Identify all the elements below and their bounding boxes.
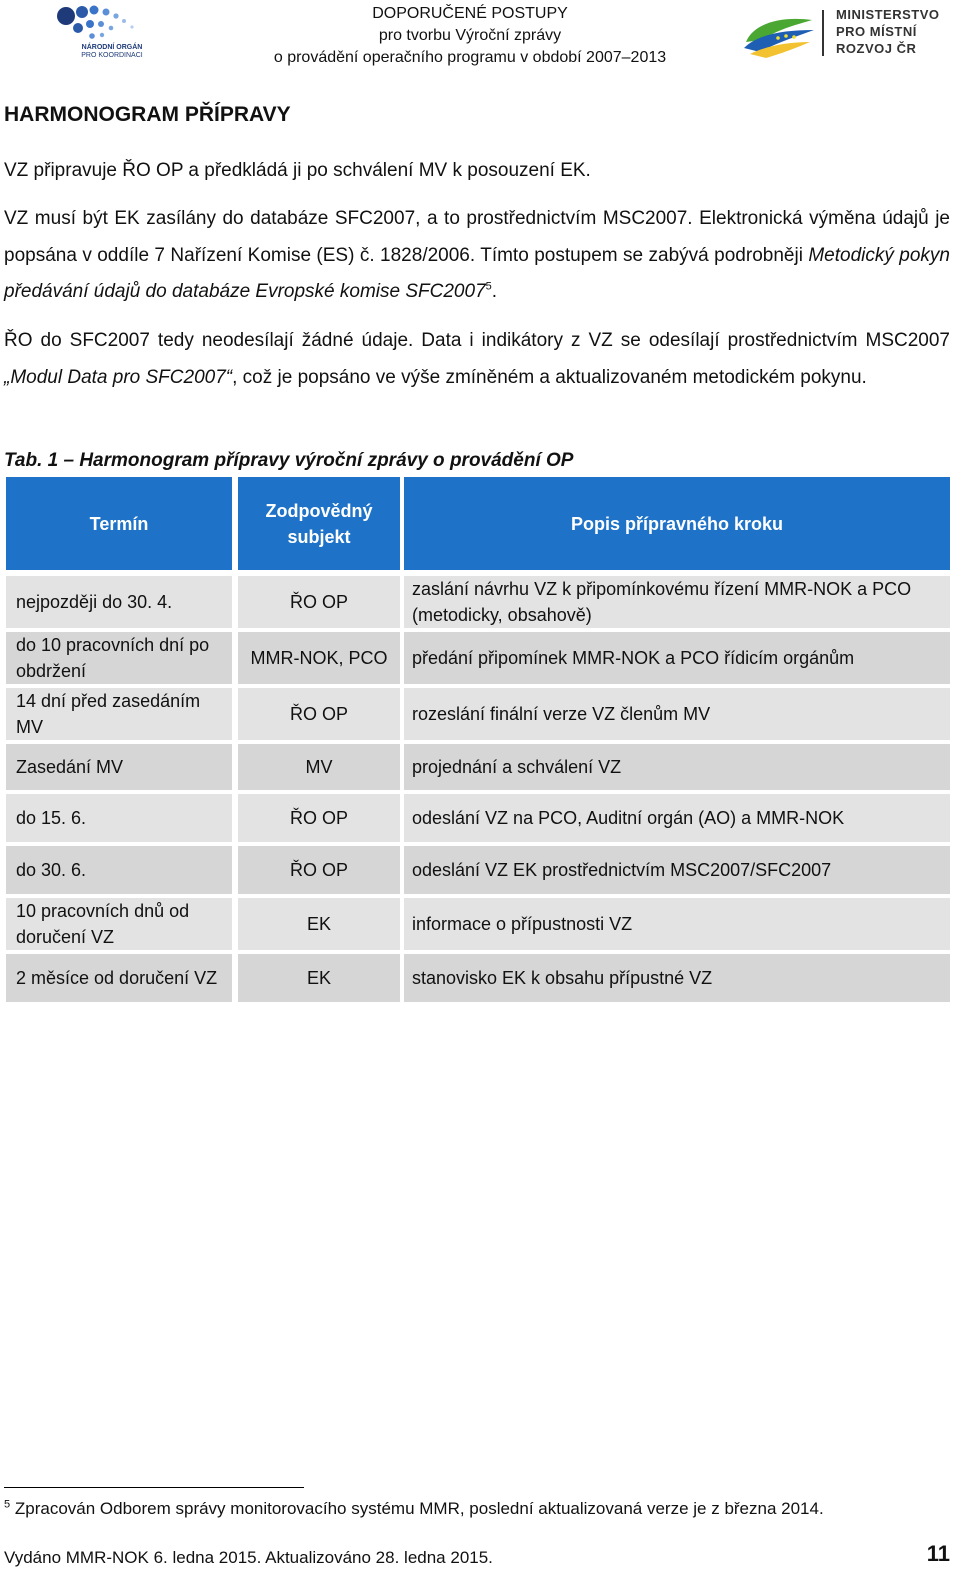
table-row-2-desc: rozeslání finální verze VZ členům MV xyxy=(404,688,950,740)
nok-dots-icon xyxy=(48,2,156,46)
header-line-1: DOPORUČENÉ POSTUPY xyxy=(372,5,568,22)
nok-logo-text xyxy=(68,44,156,60)
table-row-0-desc: zaslání návrhu VZ k připomínkovému řízení MMR-NOK a PCO (metodicky, obsahově) xyxy=(404,576,950,628)
paragraph-2 xyxy=(4,201,950,311)
paragraph-2-text: VZ musí být EK zasílány do databáze SFC2007, a to prostřednictvím MSC2007. Elektronická výměna údajů je popsána v oddíle 7 Nařízení Komise (ES) č. 1828/2006. Tímto postupem se zabývá podrobněji xyxy=(4,208,950,266)
table-row-6-term: 10 pracovních dnů od doručení VZ xyxy=(6,898,232,950)
table-row-6-subject: EK xyxy=(238,898,400,950)
table-row-3-term: Zasedání MV xyxy=(6,744,232,790)
table-row-3-subject: MV xyxy=(238,744,400,790)
paragraph-3 xyxy=(4,323,950,396)
footnote-separator xyxy=(4,1487,304,1488)
mmr-logo-line3: ROZVOJ ČR xyxy=(836,41,917,56)
page-footer: Vydáno MMR-NOK 6. ledna 2015. Aktualizováno 28. ledna 2015. xyxy=(4,1548,493,1567)
table-row-7-desc: stanovisko EK k obsahu přípustné VZ xyxy=(404,954,950,1002)
nok-logo-line1: NÁRODNÍ ORGÁN xyxy=(81,44,143,51)
paragraph-3-text: ŘO do SFC2007 tedy neodesílají žádné údaje. Data i indikátory z VZ se odesílají prostřednictvím MSC2007 xyxy=(4,330,950,351)
document-header xyxy=(240,3,700,69)
mmr-logo-divider xyxy=(822,10,824,56)
paragraph-2-italic: Metodický pokyn předávání údajů do databáze Evropské komise SFC2007 xyxy=(4,244,950,302)
page-number: 11 xyxy=(926,1541,950,1566)
table-row-5-desc: odeslání VZ EK prostřednictvím MSC2007/SFC2007 xyxy=(404,846,950,894)
table-row-0-subject: ŘO OP xyxy=(238,576,400,628)
header-line-3: o provádění operačního programu v období 2007–2013 xyxy=(273,49,667,66)
table-row-7-term: 2 měsíce od doručení VZ xyxy=(6,954,232,1002)
header-term: Termín xyxy=(6,477,232,570)
mmr-logo-line1: MINISTERSTVO xyxy=(836,7,940,22)
table-row-5-term: do 30. 6. xyxy=(6,846,232,894)
mmr-logo-line2: PRO MÍSTNÍ xyxy=(836,24,917,39)
section-title: HARMONOGRAM PŘÍPRAVY xyxy=(4,103,291,126)
table-row-1-term: do 10 pracovních dní po obdržení xyxy=(6,632,232,684)
table-row-4-term: do 15. 6. xyxy=(6,794,232,842)
table-row-1-subject: MMR-NOK, PCO xyxy=(238,632,400,684)
header-subject: Zodpovědný subjekt xyxy=(238,477,400,570)
mmr-emblem-icon xyxy=(740,12,818,58)
table-row-2-subject: ŘO OP xyxy=(238,688,400,740)
header-description: Popis přípravného kroku xyxy=(404,477,950,570)
table-caption: Tab. 1 – Harmonogram přípravy výroční zprávy o provádění OP xyxy=(4,450,574,471)
table-row-4-desc: odeslání VZ na PCO, Auditní orgán (AO) a MMR-NOK xyxy=(404,794,950,842)
paragraph-3-end: , což je popsáno ve výše zmíněném a aktualizovaném metodickém pokynu. xyxy=(232,366,867,388)
footnote-text: Zpracován Odborem správy monitorovacího systému MMR, poslední aktualizovaná verze je z března 2014. xyxy=(14,1499,824,1518)
nok-logo xyxy=(48,2,156,64)
header-line-2: pro tvorbu Výroční zprávy xyxy=(378,27,562,44)
table-row-3-desc: projednání a schválení VZ xyxy=(404,744,950,790)
table-row-0-term: nejpozději do 30. 4. xyxy=(6,576,232,628)
footnote-ref[interactable]: 5 xyxy=(485,280,492,293)
table-row-4-subject: ŘO OP xyxy=(238,794,400,842)
table-row-2-term: 14 dní před zasedáním MV xyxy=(6,688,232,740)
table-row-6-desc: informace o přípustnosti VZ xyxy=(404,898,950,950)
nok-logo-line2: PRO KOORDINACI xyxy=(81,52,143,59)
mmr-logo xyxy=(740,6,950,58)
mmr-logo-text xyxy=(836,6,940,57)
footnote-number: 5 xyxy=(4,1498,11,1511)
paragraph-3-italic: „Modul Data pro SFC2007“ xyxy=(4,366,233,388)
table-row-1-desc: předání připomínek MMR-NOK a PCO řídicím orgánům xyxy=(404,632,950,684)
paragraph-1: VZ připravuje ŘO OP a předkládá ji po schválení MV k posouzení EK. xyxy=(4,160,591,181)
table-row-7-subject: EK xyxy=(238,954,400,1002)
paragraph-2-end: . xyxy=(491,281,498,302)
table-row-5-subject: ŘO OP xyxy=(238,846,400,894)
footnote xyxy=(4,1495,824,1523)
